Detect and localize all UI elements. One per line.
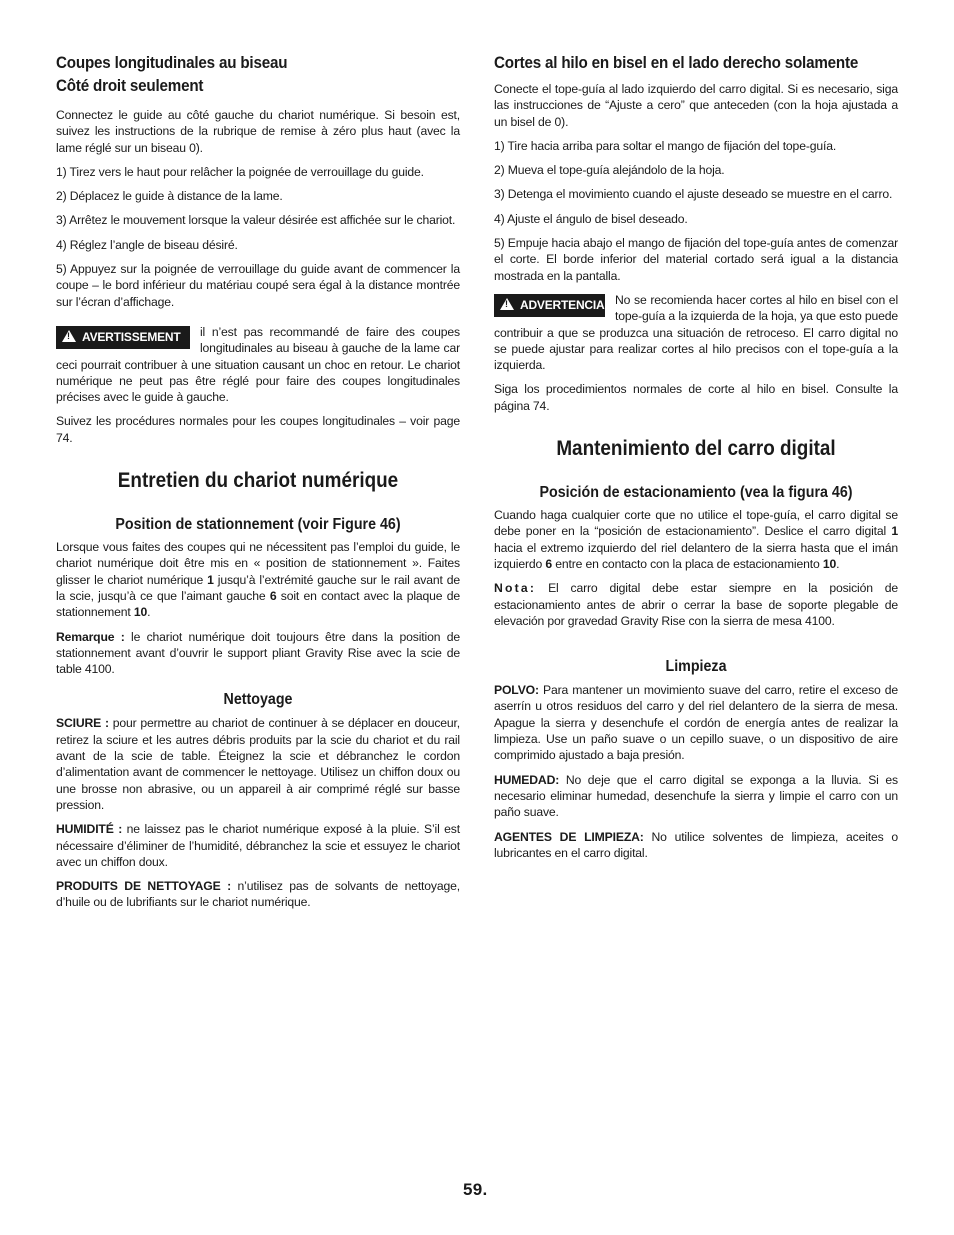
warning-triangle-icon xyxy=(62,330,76,342)
warning-badge xyxy=(56,326,190,349)
french-column xyxy=(56,52,460,911)
cleaning-title-es: Limpieza xyxy=(665,658,727,676)
warning-label-es: ADVERTENCIA xyxy=(520,297,605,312)
products-paragraph: PRODUITS DE NETTOYAGE : n’utilisez pas de solvants de nettoyage, d’huile ou de lubrifiants sur le chariot numérique. xyxy=(56,879,460,910)
spanish-column xyxy=(494,52,898,861)
step-3-es: 3) Detenga el movimiento cuando el ajuste deseado se muestre en el carro. xyxy=(494,187,893,202)
humidity-paragraph-es: HUMEDAD: No deje que el carro digital se exponga a la lluvia. Si es necesario eliminar humedad, desenchufe la sierra y limpie el carro con un paño suave. xyxy=(494,772,898,820)
bevel-intro-es: Conecte el tope-guía al lado izquierdo del carro digital. Si es necesario, siga las instrucciones de “Ajuste a cero” que anteceden (con la hoja ajustada a un bisel de 0). xyxy=(494,82,898,129)
step-1: 1) Tirez vers le haut pour relâcher la poignée de verrouillage du guide. xyxy=(56,164,424,179)
note-paragraph-es: Nota: El carro digital debe estar siempre en la posición de estacionamiento antes de abrir o cerrar la base de soporte plegable de elevación por gravedad Gravity Rise con la sierra de mesa 4100. xyxy=(494,581,898,628)
step-4: 4) Réglez l’angle de biseau désiré. xyxy=(56,237,238,252)
warning-label: AVERTISSEMENT xyxy=(82,329,181,344)
bevel-intro: Connectez le guide au côté gauche du chariot numérique. Si besoin est, suivez les instructions de la rubrique de remise à zéro plus haut (avec la lame réglé sur un biseau 0). xyxy=(56,108,460,155)
maintenance-title-es: Mantenimiento del carro digital xyxy=(556,437,836,461)
maintenance-title: Entretien du chariot numérique xyxy=(117,469,399,493)
agents-paragraph-es: AGENTES DE LIMPIEZA: No utilice solventes de limpieza, aceites o lubricantes en el carro digital. xyxy=(494,829,898,860)
step-5: 5) Appuyez sur la poignée de verrouillage du guide avant de commencer la coupe – le bord inférieur du matériau coupé sera égal à la distance montrée sur l’écran d’affichage. xyxy=(56,262,460,309)
parking-title-es: Posición de estacionamiento (vea la figura 46) xyxy=(539,484,853,502)
cleaning-title: Nettoyage xyxy=(223,691,293,709)
warning-text: il n’est pas recommandé de faire des coupes longitudinales au biseau à gauche de la lame car ceci pourrait contribuer à une situation causant un choc en retour. Le chariot numérique ne peut pas être réglé pour faire des coupes longitudinales précises avec le guide à gauche. xyxy=(56,324,460,405)
sawdust-paragraph: SCIURE : pour permettre au chariot de continuer à se déplacer en douceur, retirez la sciure et les autres débris produits par la scie du chariot et du rail avant de la scie de table. Éteignez la scie et débranchez le cordon d’alimentation avant de commencer le nettoyage. Utilisez un chiffon doux ou une brosse non abrasive, ou un appareil à air comprimé réglé sur basse pression. xyxy=(56,716,460,812)
step-5-es: 5) Empuje hacia abajo el mango de fijación del tope-guía antes de comenzar el corte. El borde inferior del material cortado será igual a la distancia mostrada en la pantalla. xyxy=(494,236,898,283)
bevel-rip-subtitle: Côté droit seulement xyxy=(56,77,204,95)
warning-triangle-icon xyxy=(500,298,514,310)
parking-title: Position de stationnement (voir Figure 46) xyxy=(115,516,401,534)
step-4-es: 4) Ajuste el ángulo de bisel deseado. xyxy=(494,211,688,226)
step-1-es: 1) Tire hacia arriba para soltar el mango de fijación del tope-guía. xyxy=(494,138,837,153)
follow-procedures: Suivez les procédures normales pour les coupes longitudinales – voir page 74. xyxy=(56,414,460,445)
warning-badge-es xyxy=(494,294,605,317)
follow-procedures-es: Siga los procedimientos normales de corte al hilo en bisel. Consulte la página 74. xyxy=(494,382,898,413)
humidity-paragraph: HUMIDITÉ : ne laissez pas le chariot numérique exposé à la pluie. S’il est nécessaire d’éliminer de l’humidité, débranchez la scie et essuyez le chariot avec un chiffon doux. xyxy=(56,822,460,869)
warning-text-es: No se recomienda hacer cortes al hilo en bisel con el tope-guía a la izquierda de la hoja, ya que esto puede contribuir a que se produzca una situación de retroceso. El carro digital no se puede ajustar para realizar cortes al hilo precisos con el tope-guía a la izquierda. xyxy=(494,292,898,373)
bevel-rip-title-es: Cortes al hilo en bisel en el lado derecho solamente xyxy=(494,54,859,72)
parking-paragraph-es: Cuando haga cualquier corte que no utilice el tope-guía, el carro digital se debe poner en la “posición de estacionamiento”. Deslice el carro digital 1 hacia el extremo izquierdo del riel delantero de la sierra hasta que el imán izquierdo 6 entre en contacto con la placa de estacionamiento 10. xyxy=(494,508,898,571)
parking-paragraph: Lorsque vous faites des coupes qui ne nécessitent pas l’emploi du guide, le chariot numérique doit être mis en « position de stationnement ». Faites glisser le chariot numérique 1 jusqu’à l’extrémité gauche sur le rail avant de la scie, jusqu’à ce que l’aimant gauche 6 soit en contact avec la plaque de stationnement 10. xyxy=(56,540,460,620)
bevel-rip-title: Coupes longitudinales au biseau xyxy=(56,54,288,72)
step-2-es: 2) Mueva el tope-guía alejándolo de la hoja. xyxy=(494,163,725,178)
step-3: 3) Arrêtez le mouvement lorsque la valeur désirée est affichée sur le chariot. xyxy=(56,213,456,228)
dust-paragraph-es: POLVO: Para mantener un movimiento suave del carro, retire el exceso de aserrín u otros residuos del carro y del riel delantero de la sierra de mesa. Apague la sierra y desenchufe el cordón de energía antes de realizar la limpieza. Use un paño suave o un cepillo suave, o un dispositivo de aire comprimido ajustado a baja presión. xyxy=(494,683,898,763)
page-number: 59. xyxy=(463,1180,488,1199)
warning-block xyxy=(56,324,460,405)
warning-block-es xyxy=(494,292,898,373)
step-2: 2) Déplacez le guide à distance de la lame. xyxy=(56,189,283,204)
remark-paragraph: Remarque : le chariot numérique doit toujours être dans la position de stationnement avant d’ouvrir le support pliant Gravity Rise avec la scie de table 4100. xyxy=(56,629,460,677)
